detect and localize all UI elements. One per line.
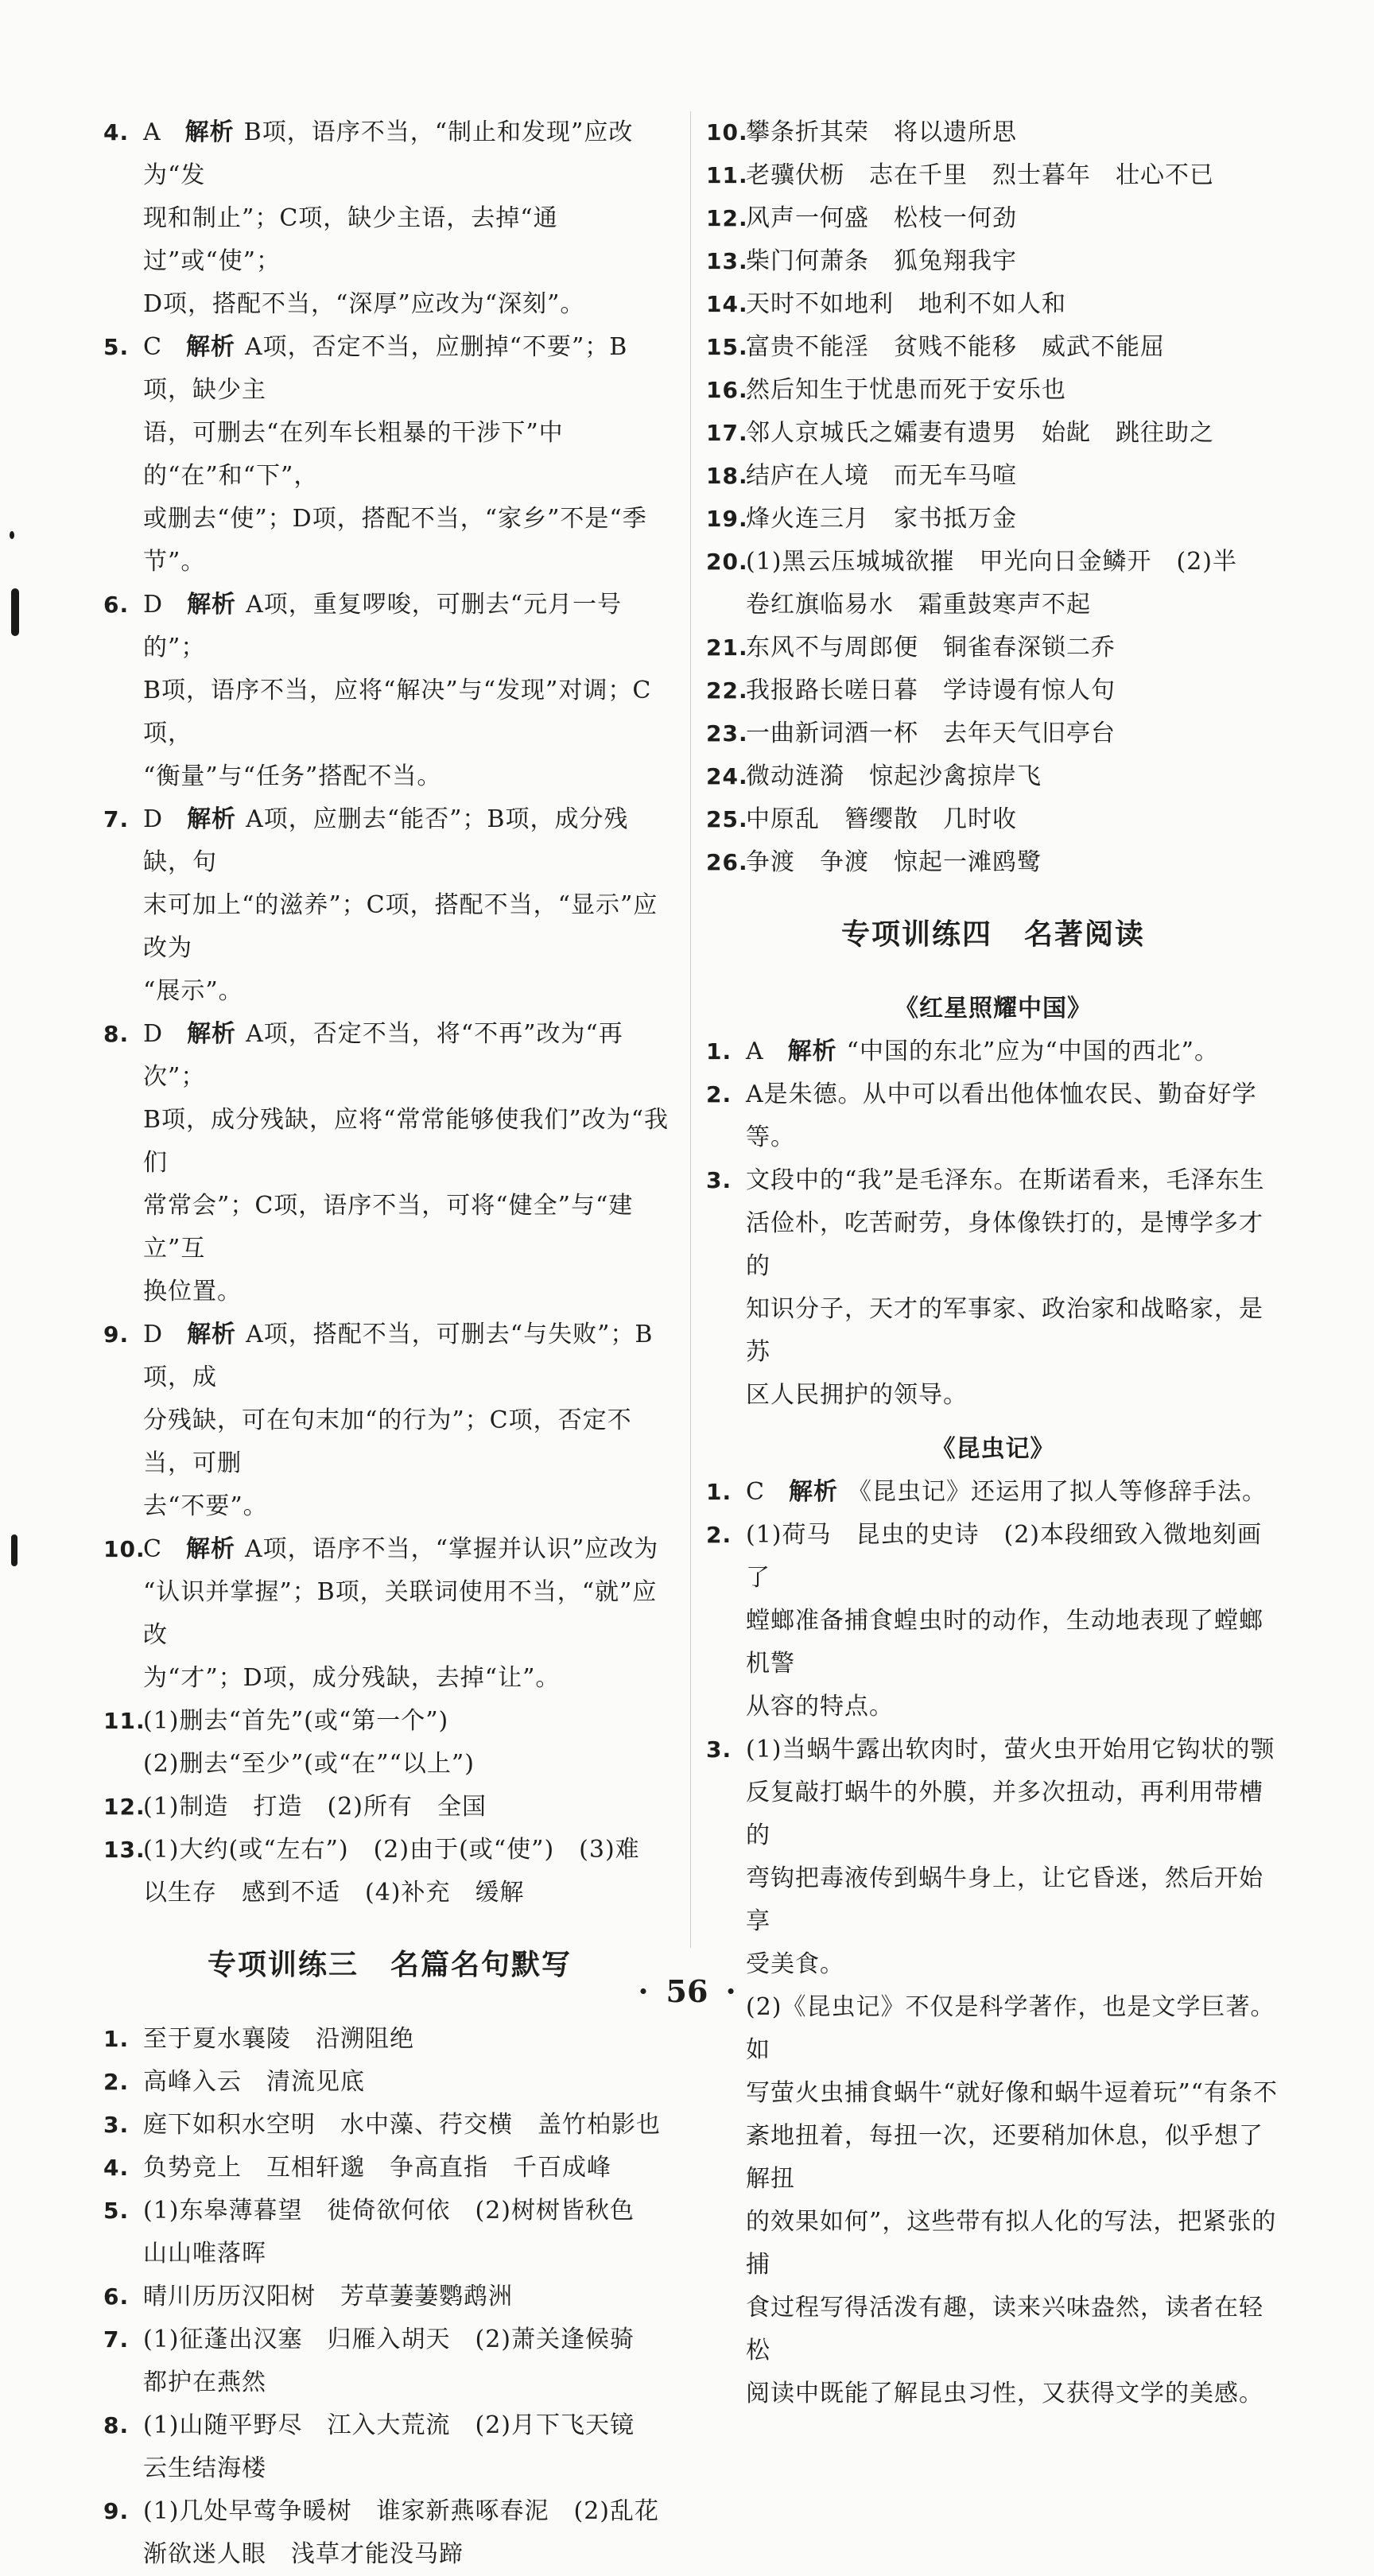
answer-choice: D xyxy=(143,1020,164,1048)
answer-choice: D xyxy=(143,1321,164,1348)
item-number: 12. xyxy=(103,1794,146,1820)
section-label: 专项训练四 xyxy=(840,918,992,951)
text-line: 末可加上“的滋养”；C项，搭配不当，“显示”应改为 xyxy=(143,891,658,962)
item-number: 14. xyxy=(706,291,748,317)
text-line: 为“才”；D项，成分残缺，去掉“让”。 xyxy=(143,1664,561,1692)
text-line: 写萤火虫捕食蜗牛“就好像和蜗牛逗着玩”“有条不 xyxy=(746,2079,1279,2107)
item-number: 2. xyxy=(706,1522,732,1548)
text-line: 文段中的“我”是毛泽东。在斯诺看来，毛泽东生 xyxy=(746,1166,1265,1194)
item-number: 24. xyxy=(706,763,748,789)
text-line: B项，成分残缺，应将“常常能够使我们”改为“我们 xyxy=(143,1106,670,1177)
text-line xyxy=(143,798,676,884)
answer-item xyxy=(103,798,676,1013)
answer-list-section2 xyxy=(103,111,676,1915)
text-line: “展示”。 xyxy=(143,977,243,1005)
text-line: 风声一何盛 松枝一何劲 xyxy=(746,204,1017,232)
text-line: 语，可删去“在列车长粗暴的干涉下”中的“在”和“下”， xyxy=(143,419,564,490)
text-line: (1)删去“首先”(或“第一个”) xyxy=(143,1707,449,1735)
text-line: 晴川历历汉阳树 芳草萋萋鹦鹉洲 xyxy=(143,2283,513,2310)
text-line: D项，搭配不当，“深厚”应改为“深刻”。 xyxy=(143,290,585,318)
scan-mark xyxy=(10,531,14,539)
text-line: 从容的特点。 xyxy=(746,1693,894,1721)
text-line xyxy=(746,1030,1280,1073)
answer-item xyxy=(103,1013,676,1313)
item-number: 6. xyxy=(103,2283,130,2310)
text-line: 柴门何萧条 狐兔翔我宇 xyxy=(746,247,1017,275)
text-line: (1)当蜗牛露出软肉时，萤火虫开始用它钩状的颚 xyxy=(746,1736,1275,1763)
item-number: 22. xyxy=(706,677,748,704)
text-line: “认识并掌握”；B项，关联词使用不当，“就”应改 xyxy=(143,1578,658,1649)
item-number: 8. xyxy=(103,1021,130,1047)
text-line: 邻人京城氏之孀妻有遗男 始龀 跳往助之 xyxy=(746,419,1214,447)
answer-item xyxy=(103,1313,676,1528)
answer-item xyxy=(706,1471,1280,1514)
answer-item xyxy=(706,455,1280,498)
item-number: 9. xyxy=(103,2498,130,2524)
text-line: 阅读中既能了解昆虫习性，又获得文学的美感。 xyxy=(746,2380,1263,2407)
item-number: 1. xyxy=(706,1038,732,1065)
item-number: 7. xyxy=(103,806,130,832)
analysis-label: 解析 xyxy=(187,1321,237,1348)
line-text: “中国的东北”应为“中国的西北”。 xyxy=(846,1038,1220,1065)
item-number: 5. xyxy=(103,334,130,360)
line-text: A项，搭配不当，可删去“与失败”；B项，成 xyxy=(143,1321,654,1391)
answer-choice: C xyxy=(143,1535,162,1563)
item-number: 16. xyxy=(706,377,748,403)
text-line: “衡量”与“任务”搭配不当。 xyxy=(143,762,442,790)
text-line xyxy=(143,1013,676,1099)
text-line: 的效果如何”，这些带有拟人化的写法，把紧张的捕 xyxy=(746,2208,1277,2279)
text-line: 结庐在人境 而无车马喧 xyxy=(746,462,1017,490)
answer-item xyxy=(103,1786,676,1829)
answer-item xyxy=(706,240,1280,283)
scan-mark xyxy=(11,588,19,636)
scan-mark xyxy=(11,1534,17,1566)
book-title-red-star: 《红星照耀中国》 xyxy=(895,995,1092,1022)
text-line: 争渡 争渡 惊起一滩鸥鹭 xyxy=(746,848,1042,876)
text-line: 受美食。 xyxy=(746,1950,844,1978)
text-line: 都护在燕然 xyxy=(143,2368,266,2396)
analysis-label: 解析 xyxy=(187,1020,237,1048)
text-line: 食过程写得活泼有趣，读来兴味盎然，读者在轻松 xyxy=(746,2294,1263,2365)
line-text: A项，重复啰唆，可删去“元月一号的”； xyxy=(143,591,623,661)
text-line: 天时不如地利 地利不如人和 xyxy=(746,290,1066,318)
text-line: 攀条折其荣 将以遗所思 xyxy=(746,118,1017,146)
answer-item xyxy=(103,2190,676,2275)
line-text: 《昆虫记》还运用了拟人等修辞手法。 xyxy=(847,1478,1267,1506)
item-number: 13. xyxy=(706,248,748,274)
text-line: 知识分子，天才的军事家、政治家和战略家，是苏 xyxy=(746,1295,1263,1366)
text-line: 螳螂准备捕食蝗虫时的动作，生动地表现了螳螂机警 xyxy=(746,1607,1263,1678)
answer-item xyxy=(103,1829,676,1915)
analysis-label: 解析 xyxy=(185,333,235,361)
text-line: 紊地扭着，每扭一次，还要稍加休息，似乎想了解扭 xyxy=(746,2122,1263,2193)
item-number: 23. xyxy=(706,720,748,747)
text-line: A是朱德。从中可以看出他体恤农民、勤奋好学等。 xyxy=(746,1080,1257,1151)
analysis-label: 解析 xyxy=(187,591,237,619)
analysis-label: 解析 xyxy=(787,1038,837,1065)
text-line: (1)山随平野尽 江入大荒流 (2)月下飞天镜 xyxy=(143,2411,635,2439)
answer-list-section3 xyxy=(103,2018,676,2576)
text-line: (2)《昆虫记》不仅是科学著作，也是文学巨著。如 xyxy=(746,1993,1275,2064)
text-line xyxy=(143,326,676,412)
answer-item xyxy=(103,1700,676,1786)
text-line: 然后知生于忧患而死于安乐也 xyxy=(746,376,1066,404)
text-line xyxy=(143,1528,676,1571)
item-number: 7. xyxy=(103,2326,130,2353)
answer-item xyxy=(103,584,676,798)
text-line: (1)大约(或“左右”) (2)由于(或“使”) (3)难 xyxy=(143,1836,640,1864)
text-line xyxy=(143,1313,676,1399)
item-number: 10. xyxy=(706,119,748,145)
item-number: 17. xyxy=(706,420,748,446)
line-text: A项，否定不当，应删掉“不要”；B项，缺少主 xyxy=(143,333,628,404)
item-number: 1. xyxy=(103,2026,130,2052)
answer-item xyxy=(706,326,1280,369)
item-number: 3. xyxy=(706,1736,732,1763)
answer-item xyxy=(706,197,1280,240)
line-text: A项，应删去“能否”；B项，成分残缺，句 xyxy=(143,805,629,876)
item-number: 2. xyxy=(103,2069,130,2095)
text-line: (1)征蓬出汉塞 归雁入胡天 (2)萧关逢候骑 xyxy=(143,2326,635,2353)
item-number: 3. xyxy=(103,2112,130,2138)
item-number: 1. xyxy=(706,1479,732,1505)
text-line: 山山唯落晖 xyxy=(143,2240,266,2268)
item-number: 9. xyxy=(103,1321,130,1348)
answer-item xyxy=(103,2404,676,2490)
column-divider xyxy=(690,111,691,1948)
text-line: (1)东皋薄暮望 徙倚欲何依 (2)树树皆秋色 xyxy=(143,2197,635,2225)
answer-item xyxy=(103,1528,676,1700)
left-column xyxy=(103,111,676,2576)
page-number xyxy=(0,1972,1374,2012)
answer-item xyxy=(706,154,1280,197)
text-line: 反复敲打蜗牛的外膜，并多次扭动，再利用带槽的 xyxy=(746,1779,1263,1849)
text-line: 一曲新词酒一杯 去年天气旧亭台 xyxy=(746,720,1116,747)
section-heading-4 xyxy=(706,911,1280,959)
text-line: 换位置。 xyxy=(143,1278,242,1305)
text-line: 烽火连三月 家书抵万金 xyxy=(746,505,1017,533)
text-line: 去“不要”。 xyxy=(143,1492,268,1520)
text-line xyxy=(143,111,676,197)
item-number: 21. xyxy=(706,634,748,661)
answer-item xyxy=(103,2490,676,2576)
item-number: 20. xyxy=(706,549,748,575)
text-line: 常常会”；C项，语序不当，可将“健全”与“建立”互 xyxy=(143,1192,634,1263)
item-number: 8. xyxy=(103,2412,130,2438)
answer-item xyxy=(706,1030,1280,1073)
answer-list-section3-cont xyxy=(706,111,1280,884)
answer-item xyxy=(706,1514,1280,1728)
text-line: 负势竞上 互相轩邈 争高直指 千百成峰 xyxy=(143,2154,611,2182)
answer-choice: D xyxy=(143,591,164,619)
item-number: 4. xyxy=(103,119,130,145)
text-line: (2)删去“至少”(或“在”“以上”) xyxy=(143,1750,475,1778)
text-line: (1)几处早莺争暖树 谁家新燕啄春泥 (2)乱花 xyxy=(143,2497,659,2525)
text-line: 卷红旗临易水 霜重鼓寒声不起 xyxy=(746,591,1091,619)
text-line: 弯钩把毒液传到蜗牛身上，让它昏迷，然后开始享 xyxy=(746,1864,1263,1935)
bullet-dot: · xyxy=(725,1973,736,2009)
answer-item xyxy=(103,111,676,326)
text-line: 我报路长嗟日暮 学诗谩有惊人句 xyxy=(746,677,1116,704)
item-number: 13. xyxy=(103,1837,146,1863)
book-title-insects: 《昆虫记》 xyxy=(931,1435,1055,1463)
answer-item xyxy=(103,2104,676,2147)
analysis-label: 解析 xyxy=(185,1535,235,1563)
text-line xyxy=(143,584,676,669)
answer-item xyxy=(706,841,1280,884)
answer-choice: D xyxy=(143,805,164,833)
right-column xyxy=(706,111,1280,2415)
answer-item xyxy=(103,2275,676,2318)
line-text: A项，语序不当，“掌握并认识”应改为 xyxy=(244,1535,659,1563)
answer-choice: C xyxy=(143,333,162,361)
item-number: 18. xyxy=(706,463,748,489)
answer-item xyxy=(706,1073,1280,1159)
item-number: 5. xyxy=(103,2198,130,2224)
text-line: 现和制止”；C项，缺少主语，去掉“通过”或“使”； xyxy=(143,204,558,275)
text-line: 老骥伏枥 志在千里 烈士暮年 壮心不已 xyxy=(746,161,1214,189)
item-number: 6. xyxy=(103,592,130,618)
answer-item xyxy=(706,498,1280,541)
item-number: 4. xyxy=(103,2155,130,2181)
answer-item xyxy=(103,326,676,584)
answer-item xyxy=(103,2061,676,2104)
text-line: (1)黑云压城城欲摧 甲光向日金鳞开 (2)半 xyxy=(746,548,1237,576)
text-line: 至于夏水襄陵 沿溯阻绝 xyxy=(143,2025,414,2053)
text-line: 富贵不能淫 贫贱不能移 威武不能屈 xyxy=(746,333,1165,361)
item-number: 25. xyxy=(706,806,748,832)
answer-list-red-star xyxy=(706,1030,1280,1417)
section-title: 名著阅读 xyxy=(1024,918,1146,951)
analysis-label: 解析 xyxy=(187,805,237,833)
item-number: 19. xyxy=(706,506,748,532)
text-line: 云生结海楼 xyxy=(143,2454,266,2482)
answer-item xyxy=(706,1728,1280,2415)
analysis-label: 解析 xyxy=(184,118,235,146)
answer-item xyxy=(706,755,1280,798)
item-number: 15. xyxy=(706,334,748,360)
item-number: 3. xyxy=(706,1167,732,1193)
text-line: 或删去“使”；D项，搭配不当，“家乡”不是“季节”。 xyxy=(143,505,647,576)
answer-choice: A xyxy=(143,118,161,146)
answer-choice: C xyxy=(746,1478,765,1506)
answer-item xyxy=(706,369,1280,412)
text-line: 高峰入云 清流见底 xyxy=(143,2068,365,2096)
text-line: 渐欲迷人眼 浅草才能没马蹄 xyxy=(143,2540,464,2568)
item-number: 11. xyxy=(706,162,748,188)
line-text: A项，否定不当，将“不再”改为“再次”； xyxy=(143,1020,623,1091)
text-line: 庭下如积水空明 水中藻、荇交横 盖竹柏影也 xyxy=(143,2111,661,2139)
text-line: 活俭朴，吃苦耐劳，身体像铁打的，是博学多才的 xyxy=(746,1209,1263,1280)
analysis-label: 解析 xyxy=(788,1478,838,1506)
answer-item xyxy=(706,1159,1280,1417)
item-number: 10. xyxy=(103,1536,146,1562)
answer-item xyxy=(706,712,1280,755)
text-line: 微动涟漪 惊起沙禽掠岸飞 xyxy=(746,762,1042,790)
text-line: 区人民拥护的领导。 xyxy=(746,1381,968,1409)
answer-item xyxy=(706,283,1280,326)
section-title: 名篇名句默写 xyxy=(390,1949,572,1981)
text-line: 分残缺，可在句末加“的行为”；C项，否定不当，可删 xyxy=(143,1406,632,1477)
answer-choice: A xyxy=(746,1038,764,1065)
answer-item xyxy=(706,111,1280,154)
line-text: B项，语序不当，“制止和发现”应改为“发 xyxy=(143,118,634,189)
answer-item xyxy=(706,541,1280,627)
section-label: 专项训练三 xyxy=(207,1949,359,1981)
text-line: 以生存 感到不适 (4)补充 缓解 xyxy=(143,1879,525,1907)
answer-item xyxy=(706,412,1280,455)
answer-item xyxy=(103,2147,676,2190)
item-number: 12. xyxy=(706,205,748,231)
text-line: 东风不与周郎便 铜雀春深锁二乔 xyxy=(746,634,1116,661)
item-number: 2. xyxy=(706,1081,732,1108)
item-number: 11. xyxy=(103,1708,146,1734)
text-line: (1)荷马 昆虫的史诗 (2)本段细致入微地刻画了 xyxy=(746,1521,1262,1592)
answer-list-insects xyxy=(706,1471,1280,2415)
text-line: 中原乱 簪缨散 几时收 xyxy=(746,805,1017,833)
answer-item xyxy=(706,669,1280,712)
text-line xyxy=(746,1471,1280,1514)
text-line: B项，语序不当，应将“解决”与“发现”对调；C项， xyxy=(143,677,652,747)
page-number-value: 56 xyxy=(666,1973,708,2009)
answer-item xyxy=(103,2018,676,2061)
answer-item xyxy=(103,2318,676,2404)
answer-item xyxy=(706,798,1280,841)
item-number: 26. xyxy=(706,849,748,875)
text-line: (1)制造 打造 (2)所有 全国 xyxy=(143,1793,487,1821)
bullet-dot: · xyxy=(638,1973,649,2009)
answer-item xyxy=(706,627,1280,669)
